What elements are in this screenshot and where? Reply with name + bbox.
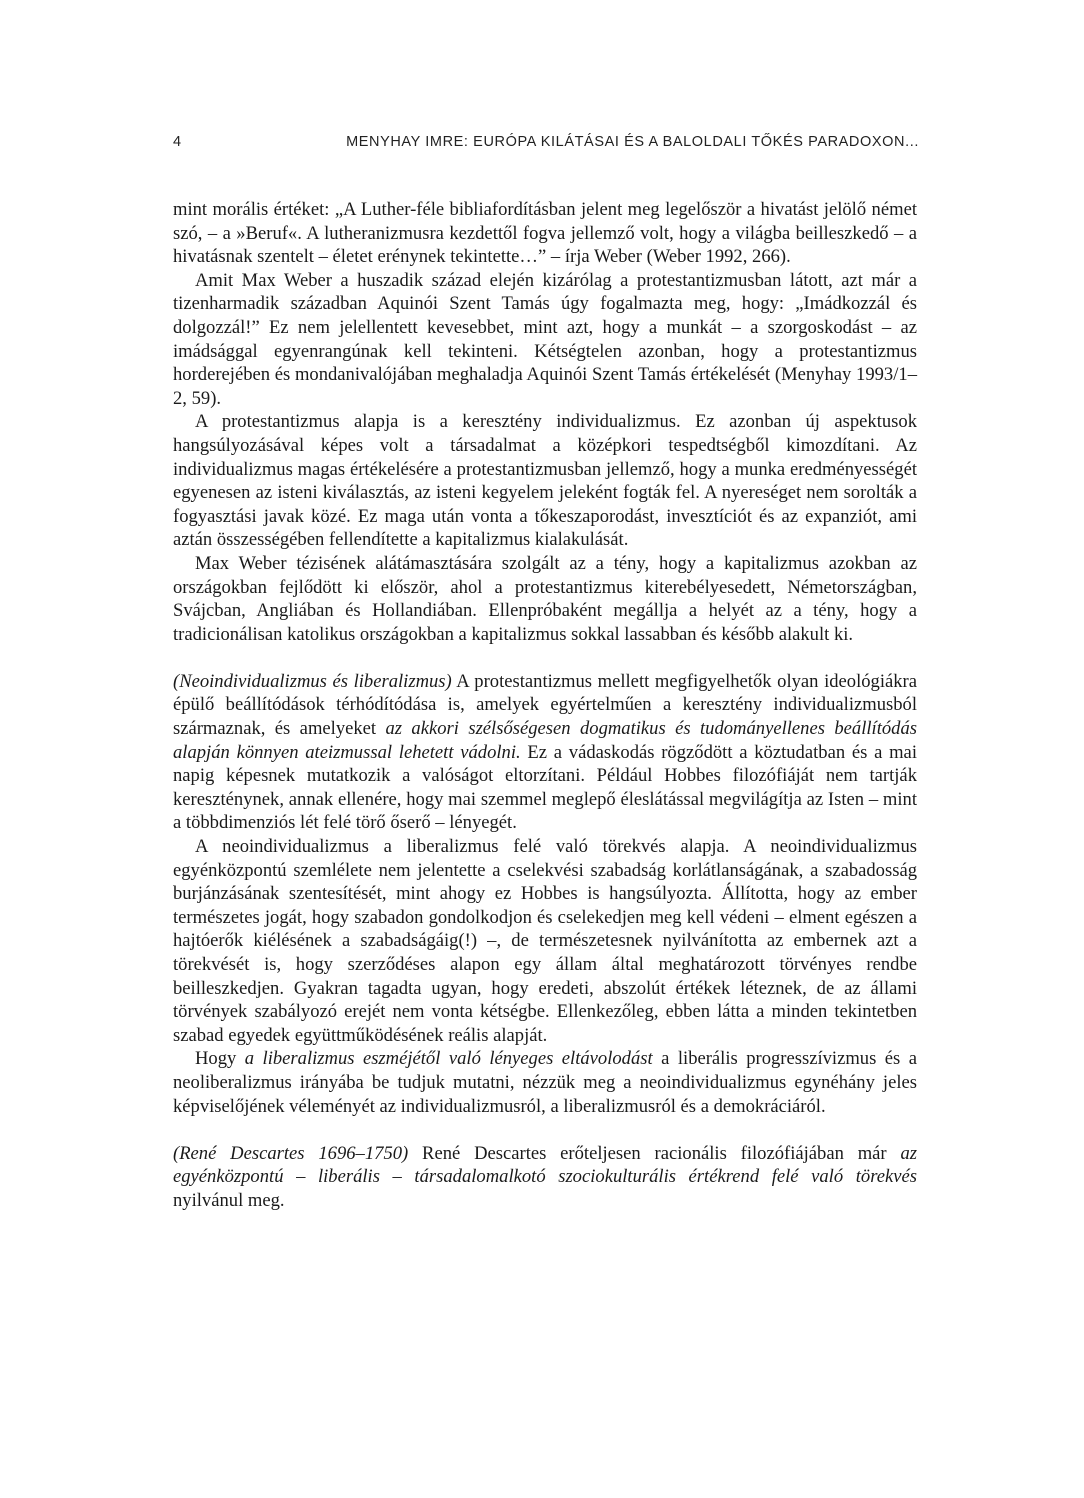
emphasis-text: az egyénközpontú – liberális – társadalomalkotó szociokulturális értékrend felé való törekvés <box>173 1142 917 1188</box>
paragraph <box>173 552 917 646</box>
paragraph <box>173 1142 917 1213</box>
text-run: Amit Max Weber a huszadik század elején kizárólag a protestantizmusban látott, azt már a tizenharmadik században Aquinói Szent Tamás úgy fogalmazta meg, hogy: „Imádkozzál és dolgozzál!” Ez nem jelellentett kevesebbet, mint azt, hogy a munkát – a szorgoskodást – az imádsággal egyenrangúnak kell tekinteni. Kétségtelen azonban, hogy a protestantizmus horderejében és mondanivalójában meghaladja Aquinói Szent Tamás értékelését (Menyhay 1993/1–2, 59). <box>173 269 917 409</box>
text-run: A protestantizmus mellett megfigyelhetők olyan ideológiákra épülő beállítódások térhódítódása is, amelyek egyértelműen a keresztény individualizmusból származnak, és amelyeket <box>173 670 917 740</box>
paragraph <box>173 1047 917 1118</box>
paragraph <box>173 835 917 1047</box>
running-title: MENYHAY IMRE: EURÓPA KILÁTÁSAI ÉS A BALOLDALI TŐKÉS PARADOXON... <box>346 134 919 150</box>
text-run: nyilvánul meg. <box>173 1189 285 1211</box>
section-lead-in: (René Descartes 1696–1750) <box>173 1142 409 1164</box>
text-run: a liberális progresszívizmus és a neoliberalizmus irányába be tudjuk mutatni, nézzük meg a neoindividualizmus egynéhány jeles képviselőjének véleményét az individualizmusról, a liberalizmusról és a demokráciáról. <box>173 1048 918 1117</box>
text-run: Max Weber tézisének alátámasztására szolgált az a tény, hogy a kapitalizmus azokban az országokban fejlődött ki először, ahol a protestantizmus kiterebélyesedett, Németországban, Svájcban, Angliában és Hollandiában. Ellenpróbaként megállja a helyét az a tény, hogy a tradicionálisan katolikus országokban a kapitalizmus sokkal lassabban és később alakult ki. <box>173 552 917 645</box>
text-run: mint morális értéket: „A Luther-féle bibliafordításban jelent meg legelőször a hivatást jelölő német szó, – a »Beruf«. A lutheranizmusra kezdettől fogva jellemző volt, hogy a világba beilleszkedő – a hivatásnak szentelt – életet erénynek tekintette…” – írja Weber (Weber 1992, 266). <box>173 199 917 268</box>
paragraph <box>173 670 917 835</box>
paragraph <box>173 410 917 552</box>
body-text <box>173 198 917 1213</box>
text-run: A neoindividualizmus a liberalizmus felé való törekvés alapja. A neoindividualizmus egyénközpontú szemlélete nem jelentette a cselekvési szabadság korlátlanságának, a szabadosság burjánzásának szentesítését, mint ahogy ez Hobbes is hangsúlyozta. Állította, hogy az ember természetes jogát, hogy szabadon gondolkodjon és cselekedjen meg kell védeni – elment egészen a hajtóerők kiélésének a szabadságáig(!) –, de természetesnek nyilvánította az embernek azt a törekvését is, hogy szerződéses alapon egy állam által meghatározott törvényes rendbe beilleszkedjen. Gyakran tagadta ugyan, hogy eredeti, abszolút értékek léteznek, de az állami törvények szabályozó erejét nem vonta kétségbe. Ellenkezőleg, ebben látta a minden tekintetben szabad egyedek együttműködésének reális alapját. <box>173 836 917 1046</box>
paragraph <box>173 198 917 269</box>
text-run: Hogy <box>195 1048 245 1070</box>
emphasis-text: az akkori szélsőségesen dogmatikus és tudományellenes beállítódás alapján könnyen ateizmussal lehetett vádolni. <box>173 718 917 763</box>
text-run: A protestantizmus alapja is a keresztény individualizmus. Ez azonban új aspektusok hangsúlyozásával képes volt a társadalmat a középkori tespedtségből kimozdítani. Az individualizmus magas értékelésére a protestantizmusban jellemző, hogy a munka eredményességét egyenesen az isteni kiválasztás, az isteni kegyelem jeleként fogták fel. A nyereséget nem sorolták a fogyasztási javak közé. Ez maga után vonta a tőkeszaporodást, invesztíciót és az expanziót, ami aztán összességében fellendítette a kapitalizmus kialakulását. <box>173 411 917 551</box>
page-number: 4 <box>173 134 182 150</box>
emphasis-text: a liberalizmus eszméjétől való lényeges eltávolodást <box>244 1048 653 1070</box>
text-run: Ez a vádaskodás rögződött a köztudatban és a mai napig képesnek mutatkozik a valóságot eltorzítani. Például Hobbes filozófiáját nem tartják kereszténynek, annak ellenére, hogy mai szemmel meglepő éleslátással megvilágítja az Isten – mint a többdimenziós lét felé törő őserő – lényegét. <box>173 741 917 834</box>
text-run: René Descartes erőteljesen racionális filozófiájában már <box>408 1142 901 1164</box>
paragraph <box>173 269 917 411</box>
running-header <box>173 134 919 156</box>
section-lead-in: (Neoindividualizmus és liberalizmus) <box>173 670 452 692</box>
